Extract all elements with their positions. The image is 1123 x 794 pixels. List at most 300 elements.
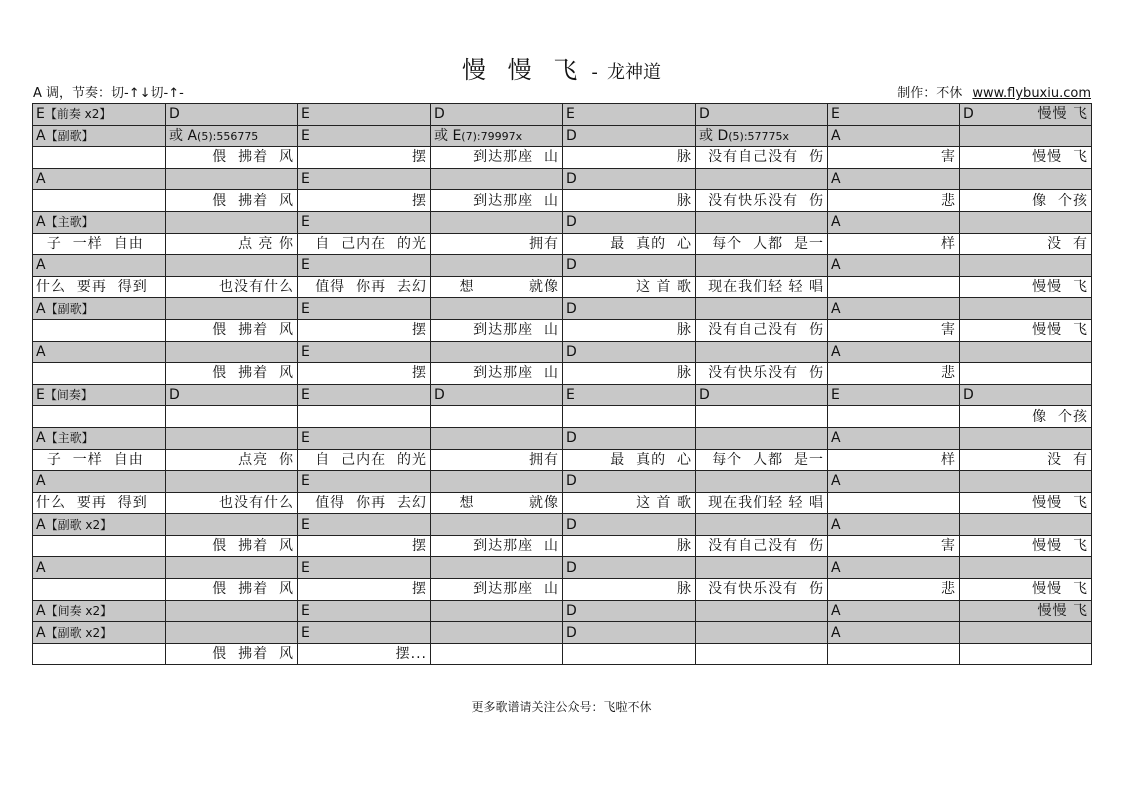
chord-symbol: E <box>301 214 310 231</box>
chord-fingering: (7):79997x <box>461 129 523 143</box>
chord-symbol: D <box>434 387 445 404</box>
lyric-cell: 没有自己没有 伤 <box>696 147 828 169</box>
chord-symbol: A <box>831 257 841 274</box>
chord-symbol: E <box>36 387 45 404</box>
chord-cell <box>696 600 828 622</box>
chord-cell <box>696 211 828 233</box>
chord-cell <box>431 125 563 147</box>
chord-cell <box>960 104 1092 126</box>
chord-cell <box>696 255 828 277</box>
footer-note: 更多歌谱请关注公众号：飞啦不休 <box>471 700 652 714</box>
lyric-cell: 偎 拂着 风 <box>166 535 298 557</box>
chord-cell <box>166 427 298 449</box>
chord-cell <box>298 557 431 579</box>
chord-cell <box>828 298 960 320</box>
lyric-cell <box>828 406 960 428</box>
chord-symbol: A <box>831 171 841 188</box>
lyric-cell: 摆 <box>298 363 431 385</box>
chord-cell <box>166 514 298 536</box>
chord-symbol: 或 E <box>434 127 462 144</box>
chord-symbol: E <box>831 387 840 404</box>
title-block <box>0 50 1123 85</box>
chord-cell <box>166 557 298 579</box>
chord-cell <box>696 557 828 579</box>
lyric-cell <box>33 535 166 557</box>
chord-row <box>33 104 1092 126</box>
lyric-cell <box>33 579 166 601</box>
chord-symbol: D <box>169 387 180 404</box>
chord-row <box>33 168 1092 190</box>
lyric-cell <box>960 643 1092 665</box>
chord-cell <box>431 471 563 493</box>
lyric-cell: 这 首 歌 <box>563 492 696 514</box>
chord-cell <box>431 600 563 622</box>
chord-cell <box>33 384 166 406</box>
lyric-cell: 现在我们轻 轻 唱 <box>696 492 828 514</box>
chord-cell <box>431 427 563 449</box>
lyric-cell: 每个 人都 是一 <box>696 449 828 471</box>
chord-cell <box>33 622 166 644</box>
chord-cell <box>166 622 298 644</box>
lyric-cell: 到达那座 山 <box>431 190 563 212</box>
lyric-cell: 自 己内在 的光 <box>298 233 431 255</box>
chord-cell <box>33 427 166 449</box>
chord-cell <box>298 341 431 363</box>
chord-symbol: D <box>566 343 577 360</box>
lyric-cell: 没 有 <box>960 449 1092 471</box>
artist-name: 龙神道 <box>606 62 661 83</box>
chord-cell <box>828 471 960 493</box>
chord-cell <box>828 125 960 147</box>
lyric-cell: 像 个孩 <box>960 190 1092 212</box>
chord-cell <box>828 427 960 449</box>
section-label: 【副歌 x2】 <box>45 517 113 532</box>
lyric-cell: 偎 拂着 风 <box>166 147 298 169</box>
chord-cell <box>298 600 431 622</box>
chord-cell <box>298 622 431 644</box>
lyric-cell: 也没有什么 <box>166 492 298 514</box>
lyric-cell <box>431 406 563 428</box>
chord-cell <box>960 341 1092 363</box>
lyric-cell: 到达那座 山 <box>431 319 563 341</box>
chord-cell <box>166 255 298 277</box>
chord-symbol: D <box>434 106 445 123</box>
lyric-cell: 悲 <box>828 579 960 601</box>
chord-cell <box>696 471 828 493</box>
section-label: 【间奏 x2】 <box>45 603 113 618</box>
chord-row <box>33 211 1092 233</box>
section-label: 【主歌】 <box>45 215 94 230</box>
chord-cell <box>960 427 1092 449</box>
chord-cell <box>563 427 696 449</box>
lyric-row <box>33 492 1092 514</box>
chord-symbol: D <box>566 430 577 447</box>
chord-cell <box>298 514 431 536</box>
chord-cell <box>828 255 960 277</box>
chord-cell <box>298 255 431 277</box>
lyric-cell: 害 <box>828 147 960 169</box>
chord-cell <box>828 557 960 579</box>
lyric-cell: 悲 <box>828 190 960 212</box>
chord-cell <box>431 255 563 277</box>
chord-cell <box>563 514 696 536</box>
lyric-cell: 值得 你再 去幻 <box>298 276 431 298</box>
chord-row <box>33 125 1092 147</box>
chord-symbol: A <box>36 171 46 188</box>
lyric-cell: 慢慢 飞 <box>960 147 1092 169</box>
chord-cell <box>33 600 166 622</box>
lyric-cell: 拥有 <box>431 233 563 255</box>
lyric-cell: 摆 <box>298 535 431 557</box>
lyric-cell: 样 <box>828 449 960 471</box>
lyric-cell: 脉 <box>563 147 696 169</box>
chord-symbol: E <box>36 106 45 123</box>
chord-cell <box>563 622 696 644</box>
chord-cell <box>828 211 960 233</box>
lyric-cell: 慢慢 飞 <box>960 579 1092 601</box>
section-label: 【副歌】 <box>45 301 94 316</box>
lyric-cell: 没有快乐没有 伤 <box>696 579 828 601</box>
chord-row <box>33 622 1092 644</box>
chord-cell <box>696 384 828 406</box>
lyric-cell: 摆 <box>298 190 431 212</box>
lyric-cell: 脉 <box>563 535 696 557</box>
lyric-cell <box>33 190 166 212</box>
chord-fingering: (5):556775 <box>197 129 259 143</box>
chord-cell <box>960 255 1092 277</box>
chord-cell <box>828 622 960 644</box>
chord-symbol: A <box>831 516 841 533</box>
chord-cell <box>960 211 1092 233</box>
lyric-cell <box>33 406 166 428</box>
lyric-row <box>33 147 1092 169</box>
chord-symbol: E <box>301 300 310 317</box>
lyric-cell: 偎 拂着 风 <box>166 643 298 665</box>
chord-cell <box>828 600 960 622</box>
lyric-cell: 没 有 <box>960 233 1092 255</box>
chord-symbol: D <box>566 602 577 619</box>
chord-cell <box>166 125 298 147</box>
lyric-cell: 偎 拂着 风 <box>166 363 298 385</box>
lyric-cell: 偎 拂着 风 <box>166 319 298 341</box>
chord-row <box>33 255 1092 277</box>
lyric-cell <box>33 319 166 341</box>
chord-symbol: D <box>566 214 577 231</box>
lyric-cell: 摆 <box>298 319 431 341</box>
chord-symbol: E <box>301 387 310 404</box>
chord-cell <box>431 211 563 233</box>
chord-symbol: D <box>699 387 710 404</box>
lyric-cell: 自 己内在 的光 <box>298 449 431 471</box>
chord-cell <box>298 125 431 147</box>
title-separator: - <box>591 62 598 83</box>
chord-cell <box>33 168 166 190</box>
lyric-cell: 摆... <box>298 643 431 665</box>
chord-symbol: D <box>566 300 577 317</box>
chord-cell <box>563 255 696 277</box>
chord-cell <box>696 341 828 363</box>
chord-symbol: A <box>36 602 46 619</box>
chord-cell <box>166 298 298 320</box>
chord-symbol: A <box>36 516 46 533</box>
chord-symbol: A <box>36 473 46 490</box>
chord-cell <box>298 104 431 126</box>
chord-cell <box>166 104 298 126</box>
lyric-cell <box>431 643 563 665</box>
lyric-cell <box>696 643 828 665</box>
chord-cell <box>166 341 298 363</box>
website-link[interactable]: www.flybuxiu.com <box>972 86 1091 101</box>
lyric-cell: 最 真的 心 <box>563 233 696 255</box>
chord-symbol: E <box>301 624 310 641</box>
lyric-cell: 值得 你再 去幻 <box>298 492 431 514</box>
chord-symbol: A <box>36 127 46 144</box>
chord-cell <box>828 514 960 536</box>
chord-cell <box>696 298 828 320</box>
lyric-cell: 慢慢 飞 <box>960 319 1092 341</box>
chord-symbol: A <box>36 300 46 317</box>
lyric-row <box>33 535 1092 557</box>
chord-cell <box>33 211 166 233</box>
lyric-row <box>33 643 1092 665</box>
chord-cell <box>563 211 696 233</box>
lyric-row <box>33 319 1092 341</box>
chord-cell <box>696 514 828 536</box>
chord-cell <box>431 104 563 126</box>
chord-cell <box>431 514 563 536</box>
lyric-cell: 慢慢 飞 <box>960 276 1092 298</box>
chord-symbol: E <box>566 387 575 404</box>
section-label: 【间奏】 <box>44 388 93 403</box>
chord-symbol: 或 D <box>699 127 729 144</box>
chord-cell <box>563 168 696 190</box>
chord-cell <box>33 471 166 493</box>
chord-symbol: E <box>301 473 310 490</box>
lyric-cell: 样 <box>828 233 960 255</box>
chord-cell <box>33 125 166 147</box>
lyric-cell: 摆 <box>298 147 431 169</box>
lyric-cell: 悲 <box>828 363 960 385</box>
lyric-cell: 没有自己没有 伤 <box>696 319 828 341</box>
chord-symbol: D <box>566 171 577 188</box>
credit-author: 制作：不休 <box>897 86 963 101</box>
chord-row <box>33 600 1092 622</box>
chord-cell <box>33 104 166 126</box>
lyric-cell <box>33 363 166 385</box>
chord-cell <box>431 168 563 190</box>
chord-cell <box>166 471 298 493</box>
chord-symbol: E <box>301 602 310 619</box>
chord-cell <box>431 384 563 406</box>
lyric-cell: 点 亮 你 <box>166 233 298 255</box>
section-label: 【前奏 x2】 <box>44 107 112 122</box>
chord-symbol: A <box>831 624 841 641</box>
lyric-cell: 脉 <box>563 190 696 212</box>
chord-symbol: E <box>566 106 575 123</box>
chord-cell <box>960 298 1092 320</box>
chord-symbol: D <box>566 257 577 274</box>
chord-sheet-table <box>32 103 1092 665</box>
key-rhythm-info: A 调，节奏：切-↑↓切-↑- <box>33 86 184 101</box>
lyric-cell: 害 <box>828 535 960 557</box>
chord-cell <box>563 104 696 126</box>
lyric-cell: 这 首 歌 <box>563 276 696 298</box>
lyric-cell: 像 个孩 <box>960 406 1092 428</box>
lyric-cell <box>828 492 960 514</box>
chord-symbol: D <box>566 559 577 576</box>
lyric-cell <box>960 363 1092 385</box>
lyric-text: 慢慢 飞 <box>1037 106 1088 123</box>
chord-cell <box>828 168 960 190</box>
chord-cell <box>960 557 1092 579</box>
chord-cell <box>828 341 960 363</box>
section-label: 【副歌】 <box>45 128 94 143</box>
chord-cell <box>431 557 563 579</box>
chord-cell <box>828 384 960 406</box>
chord-symbol: D <box>566 624 577 641</box>
chord-cell <box>298 168 431 190</box>
lyric-cell <box>33 643 166 665</box>
chord-symbol: E <box>301 559 310 576</box>
chord-symbol: 或 A <box>169 127 198 144</box>
lyric-cell: 最 真的 心 <box>563 449 696 471</box>
chord-symbol: A <box>36 559 46 576</box>
lyric-cell: 害 <box>828 319 960 341</box>
lyric-cell: 没有自己没有 伤 <box>696 535 828 557</box>
chord-cell <box>960 471 1092 493</box>
lyric-cell: 子 一样 自由 <box>33 449 166 471</box>
lyric-cell: 想 就像 <box>431 492 563 514</box>
chord-cell <box>563 600 696 622</box>
chord-symbol: A <box>36 257 46 274</box>
lyric-cell: 到达那座 山 <box>431 535 563 557</box>
lyric-row <box>33 190 1092 212</box>
chord-cell <box>166 168 298 190</box>
lyric-cell <box>298 406 431 428</box>
chord-cell <box>166 600 298 622</box>
lyric-cell: 每个 人都 是一 <box>696 233 828 255</box>
chord-cell <box>960 600 1092 622</box>
chord-symbol: D <box>699 106 710 123</box>
song-title: 慢 慢 飞 <box>462 56 585 84</box>
chord-cell <box>431 622 563 644</box>
lyric-cell: 到达那座 山 <box>431 147 563 169</box>
chord-cell <box>33 298 166 320</box>
chord-symbol: E <box>301 343 310 360</box>
section-label: 【主歌】 <box>45 431 94 446</box>
chord-row <box>33 298 1092 320</box>
lyric-cell: 子 一样 自由 <box>33 233 166 255</box>
lyric-row <box>33 276 1092 298</box>
chord-symbol: E <box>301 171 310 188</box>
chord-symbol: A <box>831 300 841 317</box>
lyric-cell: 到达那座 山 <box>431 579 563 601</box>
chord-cell <box>166 211 298 233</box>
chord-row <box>33 341 1092 363</box>
chord-symbol: A <box>831 602 841 619</box>
chord-cell <box>431 341 563 363</box>
chord-cell <box>298 427 431 449</box>
chord-symbol: D <box>963 106 974 123</box>
chord-cell <box>960 622 1092 644</box>
chord-symbol: E <box>301 430 310 447</box>
chord-symbol: A <box>36 214 46 231</box>
chord-row <box>33 471 1092 493</box>
chord-symbol: D <box>566 473 577 490</box>
lyric-cell: 也没有什么 <box>166 276 298 298</box>
lyric-cell <box>166 406 298 428</box>
lyric-row <box>33 579 1092 601</box>
chord-symbol: A <box>831 127 841 144</box>
chord-row <box>33 514 1092 536</box>
chord-cell <box>960 384 1092 406</box>
chord-symbol: A <box>36 624 46 641</box>
lyric-cell <box>563 406 696 428</box>
lyric-row <box>33 363 1092 385</box>
chord-symbol: D <box>963 387 974 404</box>
lyric-cell: 什么 要再 得到 <box>33 492 166 514</box>
chord-symbol: A <box>831 214 841 231</box>
chord-cell <box>696 168 828 190</box>
lyric-cell: 偎 拂着 风 <box>166 579 298 601</box>
chord-symbol: E <box>301 257 310 274</box>
chord-cell <box>33 255 166 277</box>
chord-cell <box>33 557 166 579</box>
chord-symbol: A <box>831 430 841 447</box>
lyric-cell: 没有快乐没有 伤 <box>696 190 828 212</box>
chord-fingering: (5):57775x <box>728 129 790 143</box>
chord-cell <box>298 384 431 406</box>
lyric-cell: 偎 拂着 风 <box>166 190 298 212</box>
lyric-text: 慢慢 飞 <box>1037 602 1088 619</box>
lyric-cell <box>33 147 166 169</box>
chord-cell <box>696 427 828 449</box>
lyric-cell: 摆 <box>298 579 431 601</box>
chord-cell <box>563 341 696 363</box>
credit <box>897 82 1091 101</box>
chord-cell <box>960 125 1092 147</box>
lyric-cell: 点亮 你 <box>166 449 298 471</box>
chord-symbol: E <box>301 516 310 533</box>
chord-symbol: D <box>566 127 577 144</box>
chord-cell <box>431 298 563 320</box>
chord-symbol: A <box>36 430 46 447</box>
lyric-cell: 什么 要再 得到 <box>33 276 166 298</box>
lyric-cell: 慢慢 飞 <box>960 535 1092 557</box>
lyric-cell <box>696 406 828 428</box>
chord-cell <box>298 211 431 233</box>
chord-cell <box>563 384 696 406</box>
lyric-cell: 想 就像 <box>431 276 563 298</box>
lyric-row <box>33 233 1092 255</box>
lyric-cell: 脉 <box>563 579 696 601</box>
lyric-row <box>33 449 1092 471</box>
chord-cell <box>563 298 696 320</box>
chord-cell <box>563 125 696 147</box>
chord-cell <box>960 168 1092 190</box>
chord-row <box>33 427 1092 449</box>
chord-cell <box>696 125 828 147</box>
lyric-row <box>33 406 1092 428</box>
lyric-cell: 脉 <box>563 319 696 341</box>
chord-cell <box>166 384 298 406</box>
chord-symbol: D <box>566 516 577 533</box>
chord-symbol: A <box>831 343 841 360</box>
lyric-cell <box>828 276 960 298</box>
lyric-cell <box>563 643 696 665</box>
chord-symbol: E <box>301 106 310 123</box>
chord-cell <box>696 104 828 126</box>
